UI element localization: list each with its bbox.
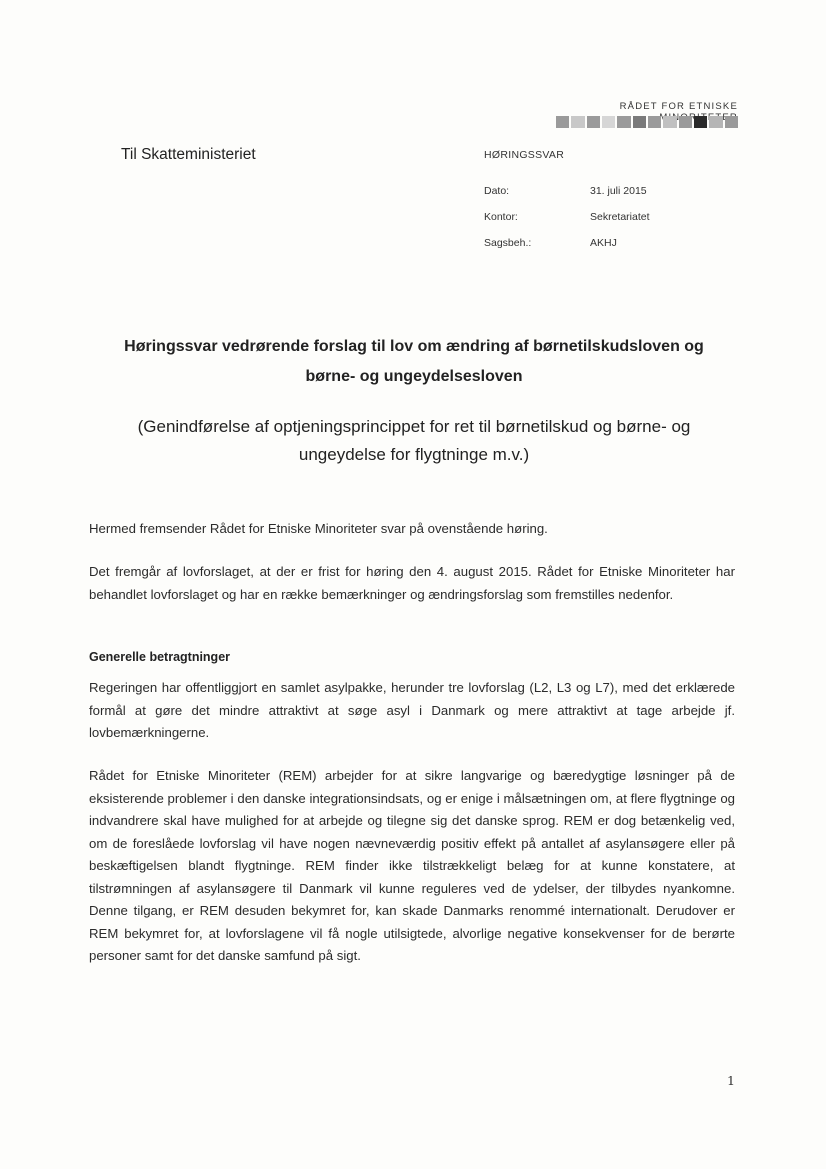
letterhead-logo-bar	[556, 116, 738, 128]
meta-caseworker	[484, 237, 617, 249]
title-line: børne- og ungeydelsesloven	[305, 368, 523, 385]
paragraph-asylum-package: Regeringen har offentliggjort en samlet asylpakke, herunder tre lovforslag (L2, L3 og L7), med det erklærede formål at gøre det mindre attraktivt at søge asyl i Danmark og mere attraktivt at tage arbejde jf. lovbemærkningerne.	[89, 680, 735, 740]
letterhead-organization: RÅDET FOR ETNISKE	[619, 101, 738, 112]
document-title	[90, 332, 738, 392]
recipient: Til Skatteministeriet	[121, 146, 256, 163]
meta-value: AKHJ	[590, 237, 617, 249]
paragraph-intro: Hermed fremsender Rådet for Etniske Minoriteter svar på ovenstående høring.	[89, 521, 548, 536]
meta-label: Kontor:	[484, 211, 518, 223]
document-subtitle	[90, 413, 738, 469]
meta-label: Sagsbeh.:	[484, 237, 532, 249]
title-line: Høringssvar vedrørende forslag til lov om ændring af børnetilskudsloven og	[124, 338, 704, 355]
meta-value: Sekretariatet	[590, 211, 650, 223]
paragraph-rem-position: Rådet for Etniske Minoriteter (REM) arbejder for at sikre langvarige og bæredygtige løsninger på de eksisterende problemer i den danske integrationsindsats, og er enige i målsætningen om, at flere flygtninge og indvandrere skal have mulighed for at arbejde og tilegne sig det danske sprog. REM er dog betænkelig ved, om de foreslåede lovforslag vil have nogen nævneværdig positiv effekt på antallet af asylansøgere eller på beskæftigelsen blandt flygtninge. REM finder ikke tilstrækkeligt belæg for at kunne konstatere, at tilstrømningen af asylansøgere til Danmark vil kunne reguleres ved de ydelser, der tilbydes nyankomne. Denne tilgang, er REM desuden bekymret for, kan skade Danmarks renommé internationalt. Derudover er REM bekymret for, at lovforslagene vil få nogle utilsigtede, alvorlige negative konsekvenser for de berørte personer samt for det danske samfund på sigt.	[89, 768, 735, 963]
meta-office	[484, 211, 650, 223]
paragraph-deadline: Det fremgår af lovforslaget, at der er frist for høring den 4. august 2015. Rådet for Etniske Minoriteter har behandlet lovforslaget og har en række bemærkninger og ændringsforslag som fremstilles nedenfor.	[89, 564, 735, 602]
meta-date	[484, 185, 647, 197]
document-type: HØRINGSSVAR	[484, 149, 565, 161]
page-number: 1	[727, 1073, 735, 1088]
subtitle-line: ungeydelse for flygtninge m.v.)	[298, 445, 530, 464]
subtitle-line: (Genindførelse af optjeningsprincippet for ret til børnetilskud og børne- og	[137, 417, 691, 436]
section-heading: Generelle betragtninger	[89, 650, 231, 664]
meta-label: Dato:	[484, 185, 510, 197]
meta-value: 31. juli 2015	[590, 185, 647, 197]
